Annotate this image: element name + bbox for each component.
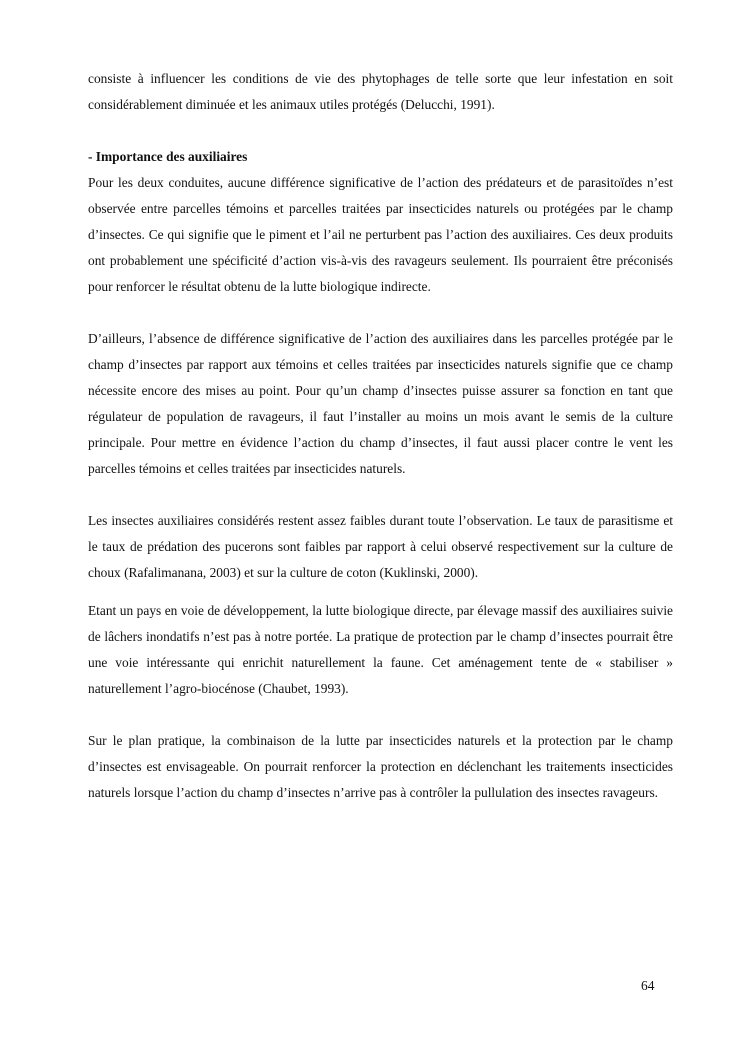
document-page (88, 66, 673, 806)
paragraph-auxiliaires-importance: Pour les deux conduites, aucune différence significative de l’action des prédateurs et de parasitoïdes n’est observée entre parcelles témoins et parcelles traitées par insecticides naturels ou protégées par le champ d’insectes. Ce qui signifie que le piment et l’ail ne perturbent pas l’action des auxiliaires. Ces deux produits ont probablement une spécificité d’action vis-à-vis des ravageurs seulement. Ils pourraient être préconisés pour renforcer le résultat obtenu de la lutte biologique indirecte. (88, 175, 673, 294)
spacer (88, 118, 673, 144)
spacer (88, 586, 673, 598)
section-heading: - Importance des auxiliaires (88, 149, 248, 164)
spacer (88, 300, 673, 326)
paragraph-plan-pratique: Sur le plan pratique, la combinaison de la lutte par insecticides naturels et la protection par le champ d’insectes est envisageable. On pourrait renforcer la protection en déclenchant les traitements insecticides naturels lorsque l’action du champ d’insectes n’arrive pas à contrôler la pullulation des insectes ravageurs. (88, 733, 673, 800)
spacer (88, 702, 673, 728)
spacer (88, 482, 673, 508)
paragraph-champ-insectes: D’ailleurs, l’absence de différence significative de l’action des auxiliaires dans les parcelles protégée par le champ d’insectes par rapport aux témoins et celles traitées par insecticides naturels signifie que ce champ nécessite encore des mises au point. Pour qu’un champ d’insectes puisse assurer sa fonction en tant que régulateur de population de ravageurs, il faut l’installer au moins un mois avant le semis de la culture principale. Pour mettre en évidence l’action du champ d’insectes, il faut aussi placer contre le vent les parcelles témoins et celles traitées par insecticides naturels. (88, 331, 673, 476)
paragraph-insectes-faibles: Les insectes auxiliaires considérés restent assez faibles durant toute l’observation. Le taux de parasitisme et le taux de prédation des pucerons sont faibles par rapport à celui observé respectivement sur la culture de choux (Rafalimanana, 2003) et sur la culture de coton (Kuklinski, 2000). (88, 513, 673, 580)
paragraph-lutte-biologique: Etant un pays en voie de développement, la lutte biologique directe, par élevage massif des auxiliaires suivie de lâchers inondatifs n’est pas à notre portée. La pratique de protection par le champ d’insectes pourrait être une voie intéressante qui enrichit naturellement la faune. Cet aménagement tente de « stabiliser » naturellement l’agro-biocénose (Chaubet, 1993). (88, 603, 673, 696)
paragraph-intro: consiste à influencer les conditions de vie des phytophages de telle sorte que leur infestation en soit considérablement diminuée et les animaux utiles protégés (Delucchi, 1991). (88, 71, 673, 112)
page-number: 64 (641, 978, 655, 993)
